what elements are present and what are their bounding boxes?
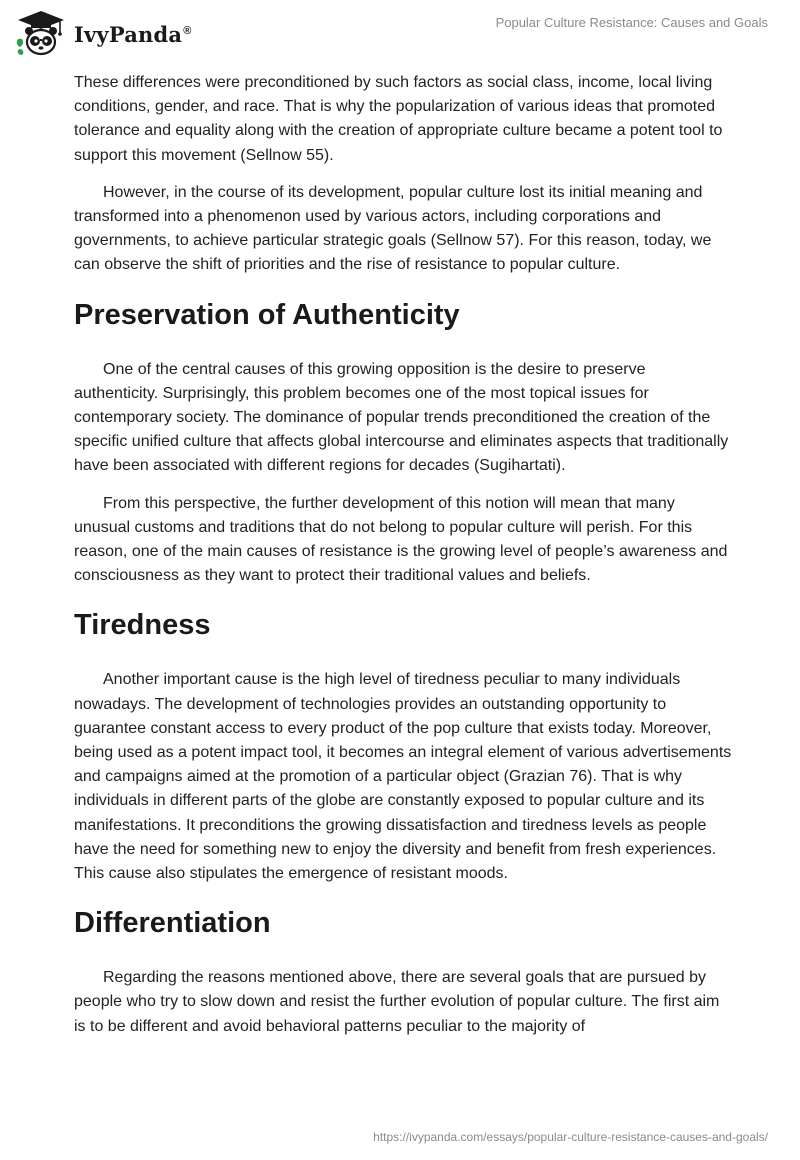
panda-graduate-icon (14, 9, 68, 57)
essay-body (74, 71, 734, 1052)
section-heading-differentiation: Differentiation (74, 907, 271, 940)
brand-name: IvyPanda® (74, 21, 192, 47)
paragraph: Another important cause is the high level of tiredness peculiar to many individuals nowadays. The development of technologies provides an outstanding opportunity to guarantee constant access to every product of the pop culture that exists today. Moreover, being used as a potent impact tool, it becomes an integral element of various advertisements and campaigns aimed at the promotion of a particular object (Grazian 76). That is why individuals in different parts of the globe are constantly exposed to popular culture and its manifestations. It preconditions the growing dissatisfaction and tiredness levels as people have the need for something new to enjoy the diversity and benefit from fresh experiences. This cause also stipulates the emergence of resistant moods. (74, 671, 732, 883)
paragraph: One of the central causes of this growing opposition is the desire to preserve authenticity. Surprisingly, this problem becomes one of the most topical issues for contemporary society. The dominance of popular trends preconditioned the creation of the specific unified culture that affects global intercourse and eliminates aspects that traditionally have been associated with different regions for decades (Sugihartati). (74, 360, 729, 475)
ivypanda-logo[interactable] (14, 9, 192, 57)
section-heading-authenticity: Preservation of Authenticity (74, 298, 460, 331)
source-url[interactable]: https://ivypanda.com/essays/popular-culture-resistance-causes-and-goals/ (373, 1130, 768, 1144)
paragraph: From this perspective, the further development of this notion will mean that many unusual customs and traditions that do not belong to popular culture will perish. For this reason, one of the main causes of resistance is the growing level of people’s awareness and consciousness as they want to protect their traditional values and beliefs. (74, 494, 728, 585)
page-header (0, 0, 800, 66)
section-heading-tiredness: Tiredness (74, 609, 211, 642)
document-title: Popular Culture Resistance: Causes and Goals (495, 15, 768, 30)
paragraph: These differences were preconditioned by such factors as social class, income, local living conditions, gender, and race. That is why the popularization of various ideas that promoted tolerance and equality along with the creation of appropriate culture became a potent tool to support this movement (Sellnow 55). (74, 74, 723, 164)
paragraph: However, in the course of its development, popular culture lost its initial meaning and transformed into a phenomenon used by various actors, including corporations and governments, to achieve particular strategic goals (Sellnow 57). For this reason, today, we can observe the shift of priorities and the rise of resistance to popular culture. (74, 183, 712, 274)
paragraph: Regarding the reasons mentioned above, there are several goals that are pursued by people who try to slow down and resist the further evolution of popular culture. The first aim is to be different and avoid behavioral patterns peculiar to the majority of (74, 969, 720, 1035)
